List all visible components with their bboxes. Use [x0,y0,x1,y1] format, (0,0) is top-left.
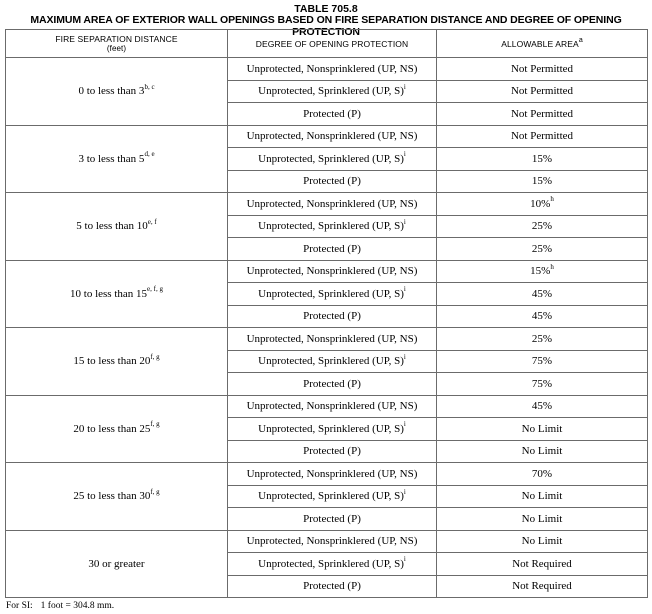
allowable-area-cell [437,530,648,553]
protection-label: Unprotected, Sprinklered (UP, S) [258,355,404,368]
allowable-area-value: 15% [531,175,553,188]
fire-separation-distance-cell [6,58,228,126]
table-title: MAXIMUM AREA OF EXTERIOR WALL OPENINGS BASED ON FIRE SEPARATION DISTANCE AND DEGREE OF OPENING PROTECTION [30,14,622,38]
protection-cell [228,283,437,306]
protection-label: Protected (P) [303,445,361,458]
protection-footnote: i [403,420,406,429]
protection-label: Protected (P) [303,107,361,120]
protection-footnote: i [403,555,406,564]
protection-label: Unprotected, Sprinklered (UP, S) [258,287,404,300]
protection-cell [228,238,437,261]
protection-label: Unprotected, Nonsprinklered (UP, NS) [246,400,418,413]
allowable-area-value: No Limit [521,445,563,458]
protection-footnote: i [403,82,406,91]
protection-label: Protected (P) [303,512,361,525]
allowable-area-cell [437,350,648,373]
protection-cell [228,575,437,598]
fire-separation-distance-cell [6,193,228,261]
protection-cell [228,80,437,103]
allowable-area-value: 25% [531,242,553,255]
fire-separation-distance-cell [6,530,228,598]
allowable-area-cell [437,395,648,418]
allowable-area-cell [437,418,648,441]
allowable-area-value: 45% [531,400,553,413]
protection-cell [228,170,437,193]
protection-cell [228,350,437,373]
allowable-area-cell [437,463,648,486]
allowable-area-value: 75% [531,377,553,390]
protection-label: Protected (P) [303,377,361,390]
table-row [6,260,648,283]
protection-label: Protected (P) [303,175,361,188]
fire-separation-distance-cell [6,463,228,531]
allowable-area-value: No Limit [521,535,563,548]
allowable-area-cell [437,80,648,103]
distance-label: 25 to less than 30 [73,490,151,503]
fire-separation-distance-cell [6,395,228,463]
protection-label: Unprotected, Sprinklered (UP, S) [258,422,404,435]
allowable-area-cell [437,58,648,81]
protection-label: Unprotected, Nonsprinklered (UP, NS) [246,197,418,210]
header-col3-label: ALLOWABLE AREA [501,38,579,49]
protection-cell [228,305,437,328]
table-row [6,530,648,553]
allowable-area-value: Not Required [512,580,572,593]
table-body [6,58,648,598]
distance-label: 3 to less than 5 [78,152,145,165]
fire-separation-distance-cell [6,260,228,328]
allowable-area-value: No Limit [521,422,563,435]
footnote-prefix: For SI: [6,601,33,611]
protection-label: Unprotected, Sprinklered (UP, S) [258,152,404,165]
footnote-text: 1 foot = 304.8 mm. [40,601,115,611]
allowable-area-cell [437,553,648,576]
header-allowable-area [437,30,648,58]
protection-label: Unprotected, Nonsprinklered (UP, NS) [246,130,418,143]
table-row [6,193,648,216]
protection-cell [228,193,437,216]
distance-footnote: f, g [150,487,160,496]
table-row [6,125,648,148]
allowable-area-cell [437,305,648,328]
allowable-area-cell [437,215,648,238]
protection-footnote: i [403,285,406,294]
protection-cell [228,530,437,553]
allowable-area-value: Not Required [512,557,572,570]
allowable-area-value: 15% [531,152,553,165]
protection-label: Unprotected, Sprinklered (UP, S) [258,557,404,570]
table-row [6,463,648,486]
distance-label: 0 to less than 3 [78,85,145,98]
allowable-area-cell [437,328,648,351]
protection-cell [228,125,437,148]
protection-label: Unprotected, Nonsprinklered (UP, NS) [246,467,418,480]
protection-label: Unprotected, Sprinklered (UP, S) [258,220,404,233]
protection-label: Protected (P) [303,242,361,255]
header-row [6,30,648,58]
table-row [6,395,648,418]
protection-label: Unprotected, Nonsprinklered (UP, NS) [246,332,418,345]
distance-label: 30 or greater [88,557,145,570]
distance-label: 5 to less than 10 [76,220,148,233]
allowable-area-cell [437,125,648,148]
distance-footnote: f, g [150,352,160,361]
allowable-area-cell [437,508,648,531]
allowable-area-value: Not Permitted [510,85,574,98]
fire-separation-distance-cell [6,328,228,396]
distance-footnote: f, g [150,420,160,429]
opening-area-table [5,29,648,598]
header-col1-label: FIRE SEPARATION DISTANCE [55,34,178,44]
protection-cell [228,215,437,238]
protection-footnote: i [403,487,406,496]
allowable-area-value: 45% [531,287,553,300]
allowable-area-cell [437,170,648,193]
protection-cell [228,485,437,508]
allowable-area-value: No Limit [521,490,563,503]
protection-footnote: i [403,352,406,361]
header-col2-label: DEGREE OF OPENING PROTECTION [255,38,409,49]
allowable-area-cell [437,148,648,171]
protection-cell [228,395,437,418]
allowable-area-value: 10% [530,197,551,210]
table-row [6,328,648,351]
allowable-area-cell [437,238,648,261]
protection-label: Protected (P) [303,310,361,323]
allowable-area-cell [437,485,648,508]
allowable-area-cell [437,260,648,283]
distance-label: 15 to less than 20 [73,355,151,368]
protection-cell [228,373,437,396]
distance-footnote: d, e [144,150,155,159]
area-footnote: h [550,262,554,271]
allowable-area-cell [437,373,648,396]
protection-label: Unprotected, Nonsprinklered (UP, NS) [246,62,418,75]
fire-separation-distance-cell [6,125,228,193]
allowable-area-cell [437,103,648,126]
allowable-area-value: Not Permitted [510,107,574,120]
distance-label: 10 to less than 15 [70,287,148,300]
allowable-area-value: Not Permitted [510,62,574,75]
allowable-area-cell [437,440,648,463]
distance-label: 20 to less than 25 [73,422,151,435]
protection-label: Unprotected, Sprinklered (UP, S) [258,85,404,98]
protection-footnote: i [403,150,406,159]
distance-footnote: b, c [144,82,155,91]
allowable-area-value: 25% [531,220,553,233]
allowable-area-value: 75% [531,355,553,368]
header-fire-separation-distance [6,30,228,58]
allowable-area-value: 15% [530,265,551,278]
area-footnote: h [550,195,554,204]
protection-cell [228,463,437,486]
protection-cell [228,260,437,283]
table-number: TABLE 705.8 [294,3,358,15]
protection-cell [228,418,437,441]
allowable-area-value: 25% [531,332,553,345]
distance-footnote: e, f, g [147,285,163,294]
table-row [6,58,648,81]
allowable-area-value: Not Permitted [510,130,574,143]
allowable-area-cell [437,193,648,216]
protection-cell [228,553,437,576]
header-degree-of-protection [228,30,437,58]
protection-cell [228,508,437,531]
protection-cell [228,148,437,171]
distance-footnote: e, f [147,217,157,226]
allowable-area-value: No Limit [521,512,563,525]
header-col3-footnote: a [578,36,583,44]
allowable-area-cell [437,575,648,598]
protection-cell [228,58,437,81]
allowable-area-cell [437,283,648,306]
protection-cell [228,440,437,463]
footnote [6,601,122,611]
protection-label: Unprotected, Sprinklered (UP, S) [258,490,404,503]
protection-label: Unprotected, Nonsprinklered (UP, NS) [246,535,418,548]
protection-cell [228,103,437,126]
protection-label: Unprotected, Nonsprinklered (UP, NS) [246,265,418,278]
protection-cell [228,328,437,351]
allowable-area-value: 70% [531,467,553,480]
protection-label: Protected (P) [303,580,361,593]
allowable-area-value: 45% [531,310,553,323]
header-col1-unit: (feet) [106,44,127,53]
protection-footnote: i [403,217,406,226]
